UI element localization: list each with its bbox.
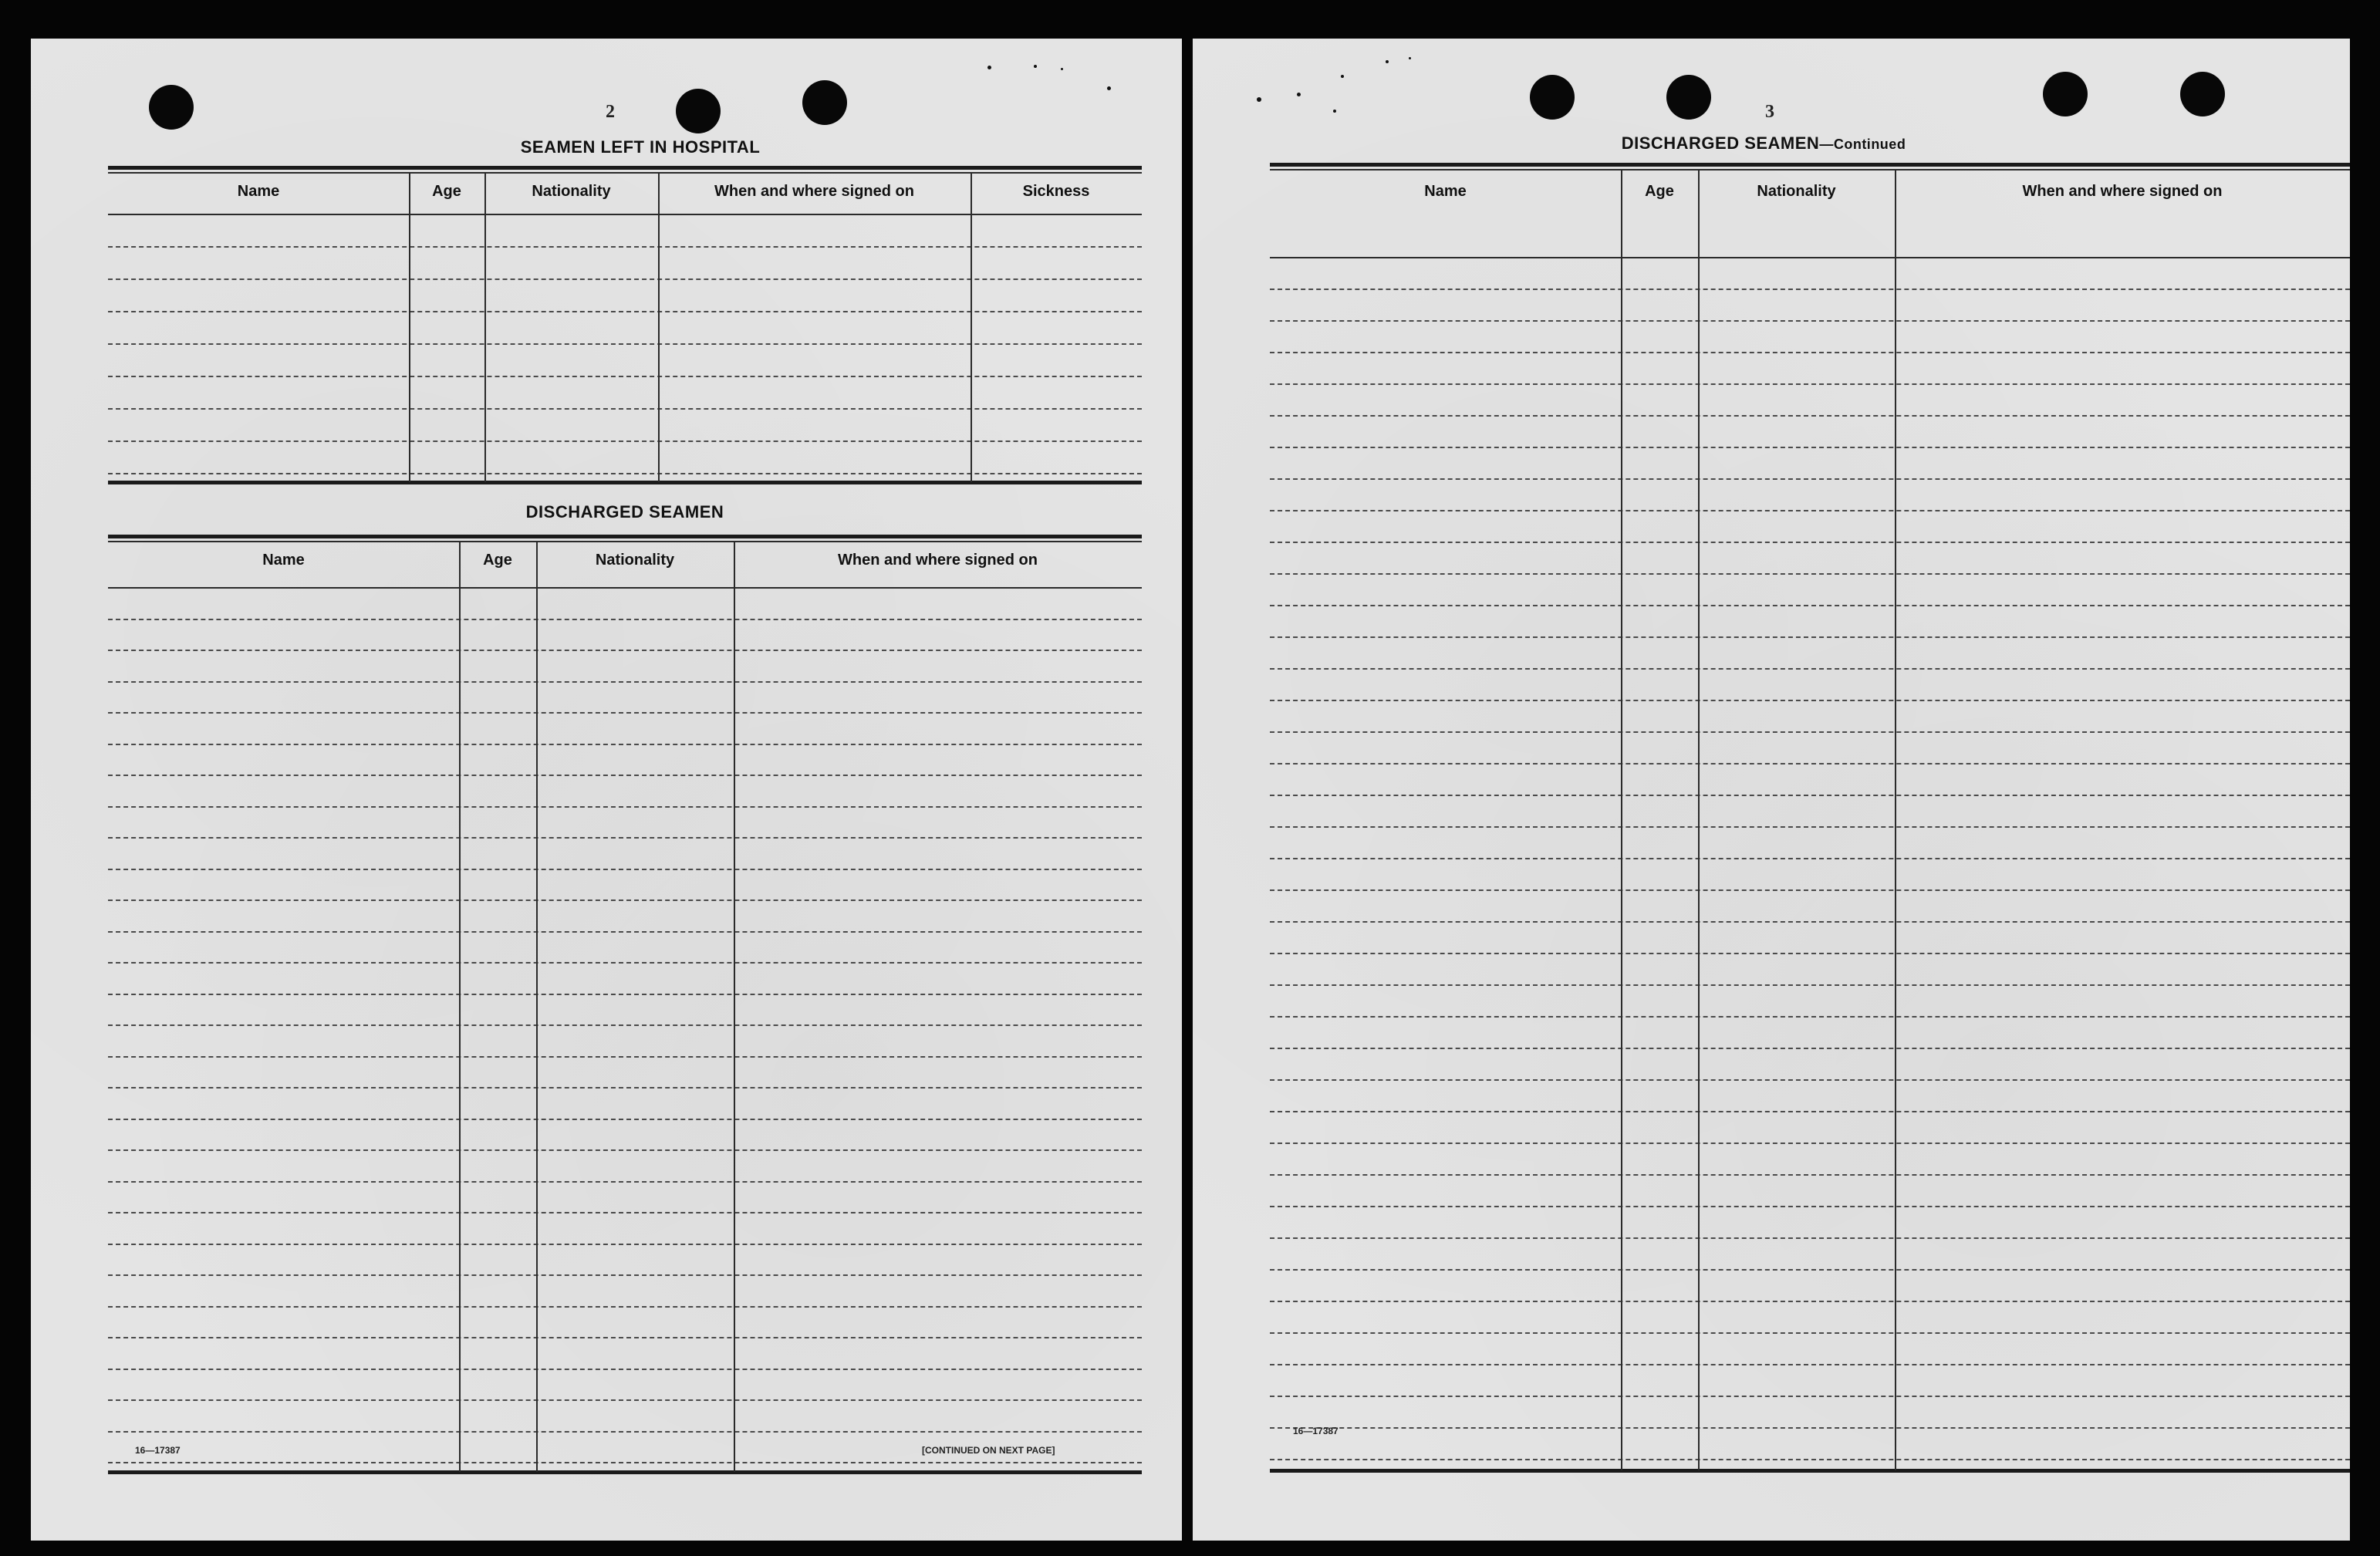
row-line	[108, 1306, 1142, 1308]
row-line	[1270, 921, 2350, 923]
discharged-table-continued	[1270, 163, 2350, 1470]
row-line	[1270, 1459, 2350, 1460]
section-title-text: DISCHARGED SEAMEN	[1621, 133, 1820, 153]
row-line	[108, 1399, 1142, 1401]
row-line	[108, 650, 1142, 651]
row-line	[1270, 1143, 2350, 1144]
row-line	[1270, 1301, 2350, 1302]
row-line	[1270, 352, 2350, 353]
row-line	[108, 681, 1142, 683]
row-line	[108, 744, 1142, 745]
discharged-section-title: DISCHARGED SEAMEN	[525, 502, 724, 521]
column-divider	[536, 542, 538, 1472]
row-line	[1270, 383, 2350, 385]
hospital-section-title: SEAMEN LEFT IN HOSPITAL	[520, 137, 761, 157]
row-line	[1270, 1237, 2350, 1239]
punch-hole	[1666, 75, 1711, 120]
row-line	[1270, 1174, 2350, 1176]
left-page	[31, 39, 1182, 1541]
row-line	[1270, 415, 2350, 417]
row-line	[108, 1462, 1142, 1463]
row-line	[1270, 1016, 2350, 1018]
col-header-nationality: Nationality	[595, 552, 675, 569]
row-line	[108, 1274, 1142, 1276]
column-divider	[459, 542, 461, 1472]
col-header-signed-on: When and where signed on	[2022, 183, 2223, 200]
row-line	[108, 1149, 1142, 1151]
right-page	[1193, 39, 2350, 1541]
ink-speck	[987, 66, 991, 69]
ink-speck	[1257, 97, 1261, 102]
row-line	[1270, 826, 2350, 828]
row-line	[1270, 1206, 2350, 1207]
ink-speck	[1341, 75, 1344, 78]
row-line	[108, 1024, 1142, 1026]
top-rule-inner	[108, 541, 1142, 542]
ink-speck	[1386, 60, 1389, 63]
header-rule	[1270, 257, 2350, 258]
top-rule	[108, 535, 1142, 538]
header-rule	[108, 587, 1142, 589]
row-line	[1270, 668, 2350, 670]
row-line	[108, 1087, 1142, 1089]
col-header-signed-on: When and where signed on	[714, 183, 914, 200]
hospital-table	[108, 166, 1142, 482]
row-line	[108, 931, 1142, 933]
row-line	[1270, 889, 2350, 891]
row-line	[1270, 1079, 2350, 1081]
row-line	[108, 1212, 1142, 1213]
row-line	[1270, 700, 2350, 701]
page-number: 2	[606, 102, 615, 122]
punch-hole	[149, 85, 194, 130]
row-line	[108, 1337, 1142, 1338]
page-number: 3	[1765, 102, 1774, 122]
row-line	[108, 712, 1142, 714]
row-line	[1270, 320, 2350, 322]
row-line	[108, 1369, 1142, 1370]
column-divider	[1621, 170, 1622, 1470]
row-line	[1270, 763, 2350, 764]
row-line	[1270, 605, 2350, 606]
row-line	[1270, 447, 2350, 448]
column-divider	[1895, 170, 1896, 1470]
row-line	[108, 1181, 1142, 1183]
column-divider	[1698, 170, 1700, 1470]
row-line	[108, 1431, 1142, 1433]
row-line	[108, 994, 1142, 995]
col-header-age: Age	[432, 183, 461, 200]
row-line	[108, 440, 1142, 442]
row-line	[108, 343, 1142, 345]
row-line	[108, 246, 1142, 248]
discharged-table	[108, 535, 1142, 1472]
row-line	[1270, 1269, 2350, 1271]
row-line	[108, 1056, 1142, 1058]
form-code: 16—17387	[135, 1445, 181, 1456]
punch-hole	[676, 89, 721, 133]
bottom-rule	[1270, 1469, 2350, 1473]
row-line	[1270, 1427, 2350, 1429]
ink-speck	[1333, 110, 1336, 113]
punch-hole	[802, 80, 847, 125]
row-line	[1270, 478, 2350, 480]
section-title-suffix: —Continued	[1819, 137, 1906, 152]
top-rule-inner	[1270, 169, 2350, 170]
row-line	[1270, 731, 2350, 733]
col-header-name: Name	[262, 552, 305, 569]
ink-speck	[1061, 68, 1063, 70]
row-line	[108, 962, 1142, 964]
bottom-rule	[108, 481, 1142, 484]
row-line	[108, 278, 1142, 280]
row-line	[1270, 289, 2350, 290]
row-line	[1270, 795, 2350, 796]
row-line	[108, 775, 1142, 776]
row-line	[1270, 1048, 2350, 1049]
top-rule-inner	[108, 172, 1142, 174]
header-rule	[108, 214, 1142, 215]
bottom-rule	[108, 1470, 1142, 1474]
top-rule	[108, 166, 1142, 170]
row-line	[1270, 1364, 2350, 1365]
ink-speck	[1409, 57, 1411, 59]
col-header-signed-on: When and where signed on	[838, 552, 1038, 569]
column-divider	[734, 542, 735, 1472]
col-header-age: Age	[1645, 183, 1674, 200]
row-line	[1270, 1396, 2350, 1397]
row-line	[108, 619, 1142, 620]
row-line	[1270, 636, 2350, 638]
col-header-age: Age	[483, 552, 512, 569]
row-line	[1270, 573, 2350, 575]
row-line	[108, 408, 1142, 410]
ink-speck	[1297, 93, 1301, 96]
row-line	[108, 837, 1142, 839]
row-line	[1270, 1111, 2350, 1112]
col-header-nationality: Nationality	[1757, 183, 1836, 200]
continued-note: [CONTINUED ON NEXT PAGE]	[922, 1445, 1055, 1456]
column-divider	[409, 174, 410, 482]
row-line	[1270, 858, 2350, 859]
discharged-continued-title	[1262, 133, 2265, 154]
row-line	[1270, 984, 2350, 986]
row-line	[1270, 542, 2350, 543]
form-code: 16—17387	[1293, 1426, 1339, 1436]
ink-speck	[1107, 86, 1111, 90]
column-divider	[971, 174, 972, 482]
punch-hole	[2043, 72, 2088, 116]
row-line	[1270, 1332, 2350, 1334]
col-header-name: Name	[237, 183, 280, 200]
row-line	[108, 311, 1142, 312]
column-divider	[484, 174, 486, 482]
row-line	[108, 806, 1142, 808]
ink-speck	[1034, 65, 1037, 68]
row-line	[108, 376, 1142, 377]
top-rule	[1270, 163, 2350, 167]
col-header-nationality: Nationality	[532, 183, 611, 200]
punch-hole	[2180, 72, 2225, 116]
row-line	[108, 473, 1142, 474]
row-line	[108, 1119, 1142, 1120]
column-divider	[658, 174, 660, 482]
row-line	[108, 869, 1142, 870]
col-header-name: Name	[1424, 183, 1467, 200]
punch-hole	[1530, 75, 1575, 120]
row-line	[108, 900, 1142, 901]
row-line	[1270, 953, 2350, 954]
row-line	[1270, 510, 2350, 511]
col-header-sickness: Sickness	[1022, 183, 1090, 200]
row-line	[108, 1244, 1142, 1245]
